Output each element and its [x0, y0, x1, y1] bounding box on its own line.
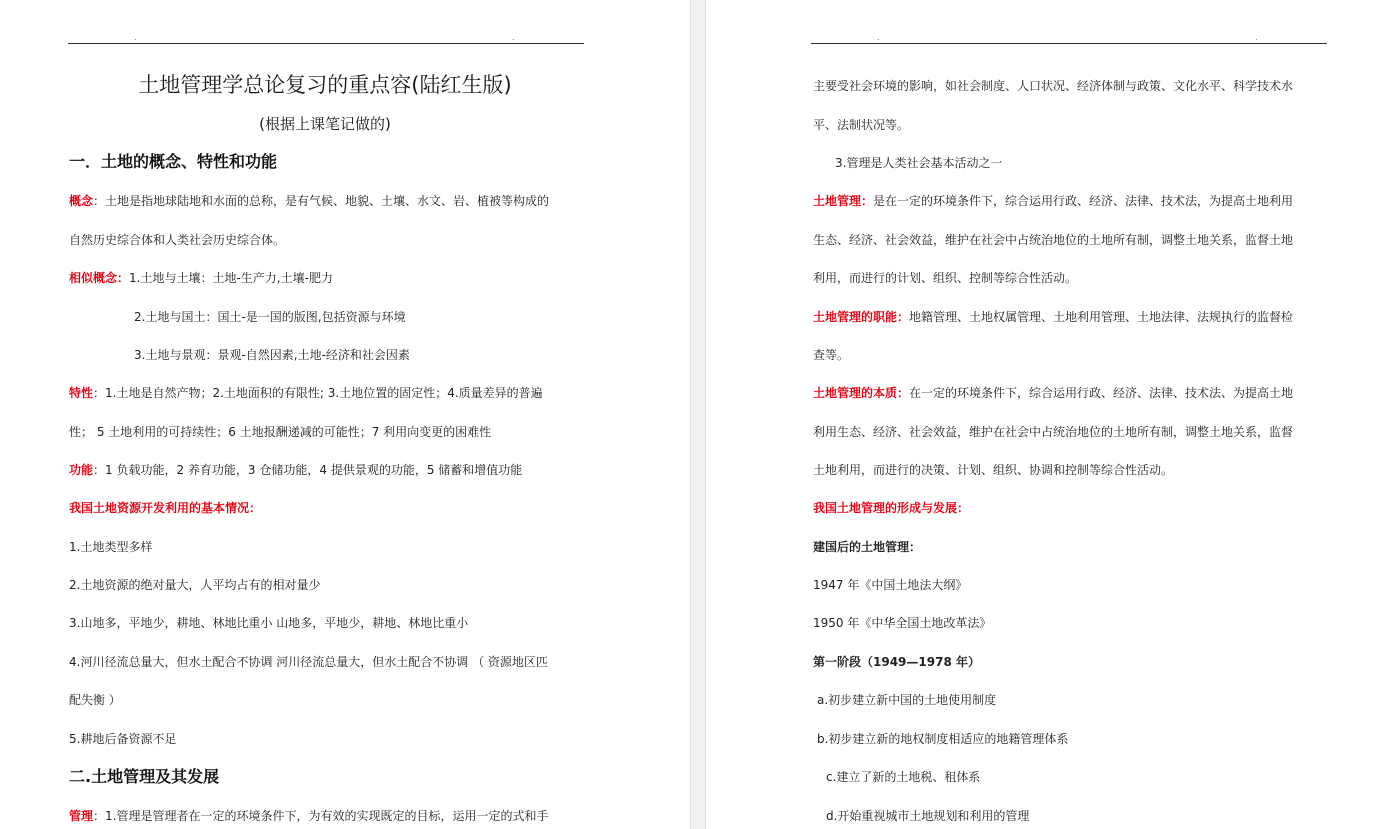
management-paragraph — [69, 808, 548, 824]
basic-item-4: 4.河川径流总量大，但水土配合不协调 河川径流总量大，但水土配合不协调 （ 资源地区匹 — [69, 655, 548, 669]
function-text: ：1 负载功能，2 养育功能，3 仓储功能，4 提供景观的功能，5 储蓄和增值功能 — [93, 463, 523, 477]
stage-item-c: c.建立了新的土地税、租体系 — [826, 770, 981, 784]
similar-paragraph — [69, 270, 333, 286]
header-mark: . — [877, 33, 880, 42]
paragraph-line: 主要受社会环境的影响，如社会制度、人口状况、经济体制与政策、文化水平、科学技术水 — [813, 79, 1294, 93]
feature-text-cont: 性； 5 土地利用的可持续性；6 土地报酬递减的可能性；7 利用向变更的困难性 — [69, 425, 492, 439]
land-management-text: 是在一定的环境条件下，综合运用行政、经济、法律、技术法，为提高土地利用 — [873, 194, 1294, 208]
management-duties — [813, 309, 1293, 325]
document-title: 土地管理学总论复习的重点容(陆红生版) — [138, 73, 512, 97]
basic-item-5: 5.耕地后备资源不足 — [69, 732, 177, 746]
document-page-left — [0, 0, 690, 829]
law-1947: 1947 年《中国土地法大纲》 — [813, 578, 968, 592]
header-mark: . — [512, 33, 515, 42]
similar-label: 相似概念： — [69, 271, 130, 285]
post-founding-heading: 建国后的土地管理： — [813, 540, 922, 554]
header-rule — [68, 43, 584, 44]
paragraph-line: 平、法制状况等。 — [813, 118, 910, 132]
management-point-3: 3.管理是人类社会基本活动之一 — [835, 156, 1003, 170]
duties-text: 地籍管理、土地权属管理、土地利用管理、土地法律、法规执行的监督检 — [909, 310, 1294, 324]
similar-item-1: 1.土地与土壤：土地-生产力,土壤-肥力 — [129, 271, 333, 285]
basic-item-3: 3.山地多，平地少，耕地、林地比重小 山地多，平地少，耕地、林地比重小 — [69, 616, 469, 630]
concept-text-cont: 自然历史综合体和人类社会历史综合体。 — [69, 233, 286, 247]
basic-item-1: 1.土地类型多样 — [69, 540, 153, 554]
management-text: ：1.管理是管理者在一定的环境条件下，为有效的实现既定的目标，运用一定的式和手 — [93, 809, 549, 823]
paragraph-line: 利用，而进行的计划、组织、控制等综合性活动。 — [813, 271, 1078, 285]
essence-text: 在一定的环境条件下，综合运用行政、经济、法律、技术法、为提高土地 — [909, 386, 1294, 400]
header-rule — [811, 43, 1327, 44]
function-label: 功能 — [69, 463, 94, 477]
section-heading-2: 二.土地管理及其发展 — [69, 767, 220, 786]
stage-item-a: a.初步建立新中国的土地使用制度 — [817, 693, 997, 707]
stage-item-b: b.初步建立新的地权制度相适应的地籍管理体系 — [817, 732, 1069, 746]
similar-item-2: 2.土地与国土：国土-是一国的版图,包括资源与环境 — [134, 310, 406, 324]
concept-text: ：土地是指地球陆地和水面的总称，是有气候、地貌、土壤、水文、岩、植被等构成的 — [93, 194, 550, 208]
document-subtitle: (根据上课笔记做的) — [259, 115, 391, 133]
page-gutter — [690, 0, 706, 829]
header-mark: . — [1255, 33, 1258, 42]
land-management-label: 土地管理： — [813, 194, 874, 208]
land-management-definition — [813, 193, 1293, 209]
paragraph-line: 利用生态、经济、社会效益，维护在社会中占统治地位的土地所有制，调整土地关系，监督 — [813, 425, 1294, 439]
duties-label: 土地管理的职能： — [813, 310, 910, 324]
function-paragraph — [69, 462, 522, 478]
header-mark: . — [134, 33, 137, 42]
feature-text: ：1.土地是自然产物；2.土地面积的有限性; 3.土地位置的固定性；4.质量差异的普遍 — [93, 386, 543, 400]
paragraph-line: 生态、经济、社会效益，维护在社会中占统治地位的土地所有制，调整土地关系，监督土地 — [813, 233, 1294, 247]
paragraph-line: 查等。 — [813, 348, 850, 362]
management-label: 管理 — [69, 809, 94, 823]
basic-situation-heading: 我国土地资源开发利用的基本情况： — [69, 501, 262, 515]
basic-item-2: 2.土地资源的绝对量大，人平均占有的相对量少 — [69, 578, 321, 592]
law-1950: 1950 年《中华全国土地改革法》 — [813, 616, 992, 630]
feature-paragraph — [69, 385, 543, 401]
section-heading-1: 一．土地的概念、特性和功能 — [69, 152, 278, 171]
formation-heading: 我国土地管理的形成与发展： — [813, 501, 970, 515]
stage-item-d: d.开始重视城市土地规划和利用的管理 — [826, 809, 1030, 823]
document-page-right — [705, 0, 1395, 829]
feature-label: 特性 — [69, 386, 94, 400]
stage-1-heading: 第一阶段（1949—1978 年） — [813, 655, 980, 669]
concept-label: 概念 — [69, 194, 94, 208]
basic-item-4-cont: 配失衡 ） — [69, 693, 121, 707]
concept-paragraph — [69, 193, 549, 209]
management-essence — [813, 385, 1293, 401]
essence-label: 土地管理的本质： — [813, 386, 910, 400]
similar-item-3: 3.土地与景观：景观-自然因素,土地-经济和社会因素 — [134, 348, 410, 362]
paragraph-line: 土地利用，而进行的决策、计划、组织、协调和控制等综合性活动。 — [813, 463, 1174, 477]
